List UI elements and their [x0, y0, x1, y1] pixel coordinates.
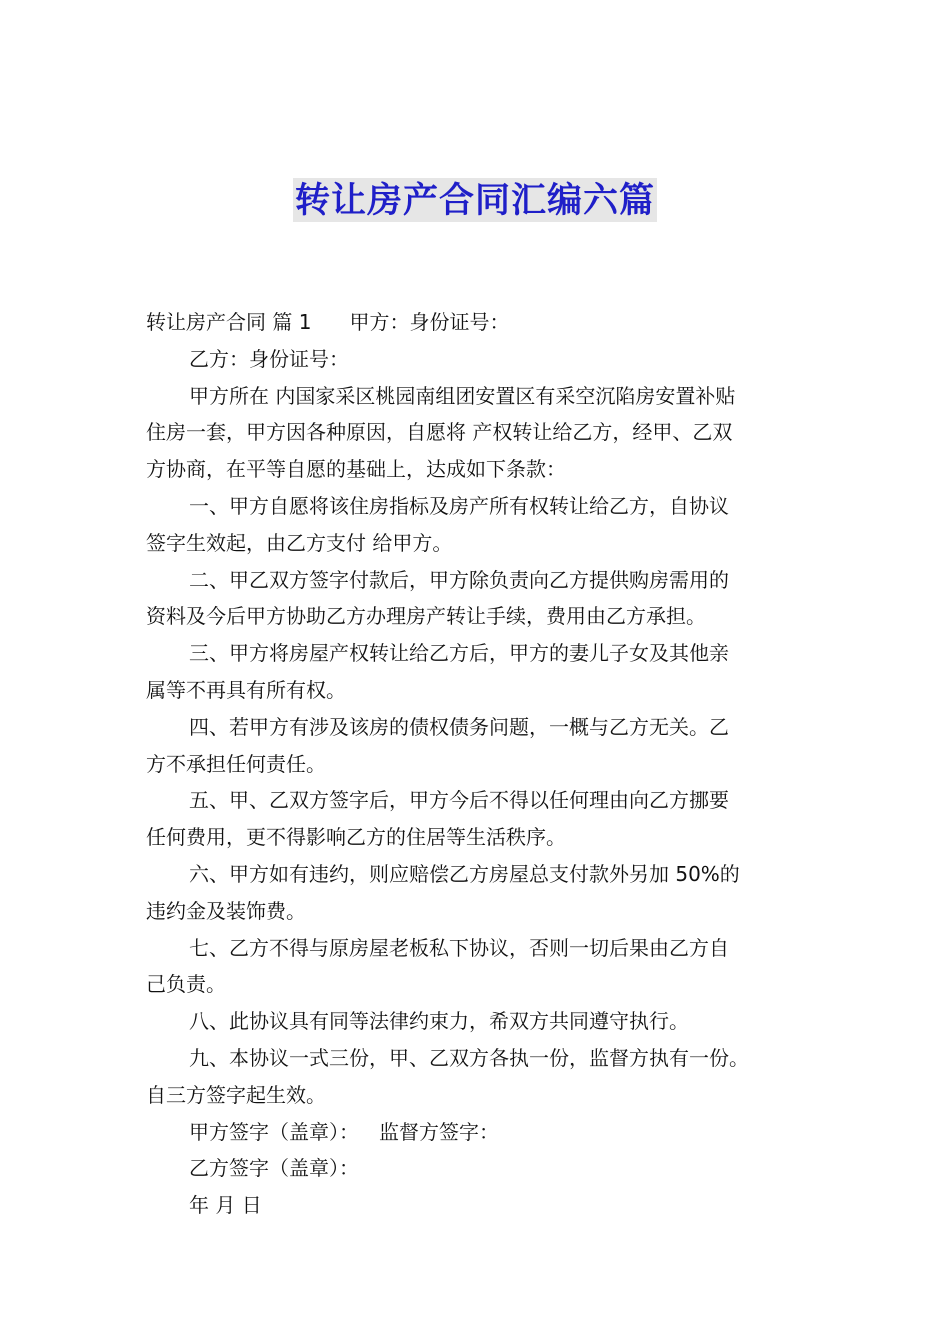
clause-5-line: 任何费用，更不得影响乙方的住居等生活秩序。 — [146, 825, 566, 850]
title-container — [0, 178, 950, 222]
clause-2-line: 资料及今后甲方协助乙方办理房产转让手续，费用由乙方承担。 — [146, 604, 706, 629]
paragraph-line: 甲方所在 内国家采区桃园南组团安置区有采空沉陷房安置补贴 — [189, 383, 736, 408]
supervisor-signature-label: 监督方签字： — [379, 1119, 499, 1144]
paragraph-line: 方协商，在平等自愿的基础上，达成如下条款： — [146, 457, 566, 482]
party-a-signature-label: 甲方签字（盖章）： — [189, 1119, 359, 1144]
clause-3-line: 属等不再具有所有权。 — [146, 677, 346, 702]
date-line: 年 月 日 — [189, 1193, 262, 1218]
clause-2-line: 二、甲乙双方签字付款后，甲方除负责向乙方提供购房需用的 — [189, 567, 729, 592]
contract-body — [146, 304, 814, 1224]
clause-1-line: 签字生效起，由乙方支付 给甲方。 — [146, 530, 453, 555]
clause-7-line: 七、乙方不得与原房屋老板私下协议，否则一切后果由乙方自 — [189, 935, 729, 960]
clause-8-line: 八、此协议具有同等法律约束力，希双方共同遵守执行。 — [189, 1009, 689, 1034]
clause-7-line: 己负责。 — [146, 972, 226, 997]
clause-1-line: 一、甲方自愿将该住房指标及房产所有权转让给乙方，自协议 — [189, 493, 729, 518]
clause-6-line: 六、甲方如有违约，则应赔偿乙方房屋总支付款外另加 50%的 — [189, 861, 740, 886]
signature-line-party-a — [146, 1114, 814, 1151]
party-b-signature-label: 乙方签字（盖章）： — [189, 1156, 359, 1181]
clause-6-line: 违约金及装饰费。 — [146, 898, 306, 923]
clause-9-line: 自三方签字起生效。 — [146, 1082, 326, 1107]
clause-4-line: 四、若甲方有涉及该房的债权债务问题，一概与乙方无关。乙 — [189, 714, 729, 739]
document-title: 转让房产合同汇编六篇 — [293, 178, 657, 222]
clause-9-line: 九、本协议一式三份，甲、乙双方各执一份，监督方执有一份。 — [189, 1045, 749, 1070]
party-a-id-label: 甲方：身份证号： — [349, 310, 510, 334]
clause-4-line: 方不承担任何责任。 — [146, 751, 326, 776]
contract-heading-line — [146, 304, 814, 341]
paragraph-line: 住房一套，甲方因各种原因，自愿将 产权转让给乙方，经甲、乙双 — [146, 420, 733, 445]
party-b-id-label: 乙方：身份证号： — [189, 346, 349, 371]
clause-3-line: 三、甲方将房屋产权转让给乙方后，甲方的妻儿子女及其他亲 — [189, 641, 729, 666]
contract-section-label: 转让房产合同 篇 1 — [146, 310, 312, 334]
clause-5-line: 五、甲、乙双方签字后，甲方今后不得以任何理由向乙方挪要 — [189, 788, 729, 813]
